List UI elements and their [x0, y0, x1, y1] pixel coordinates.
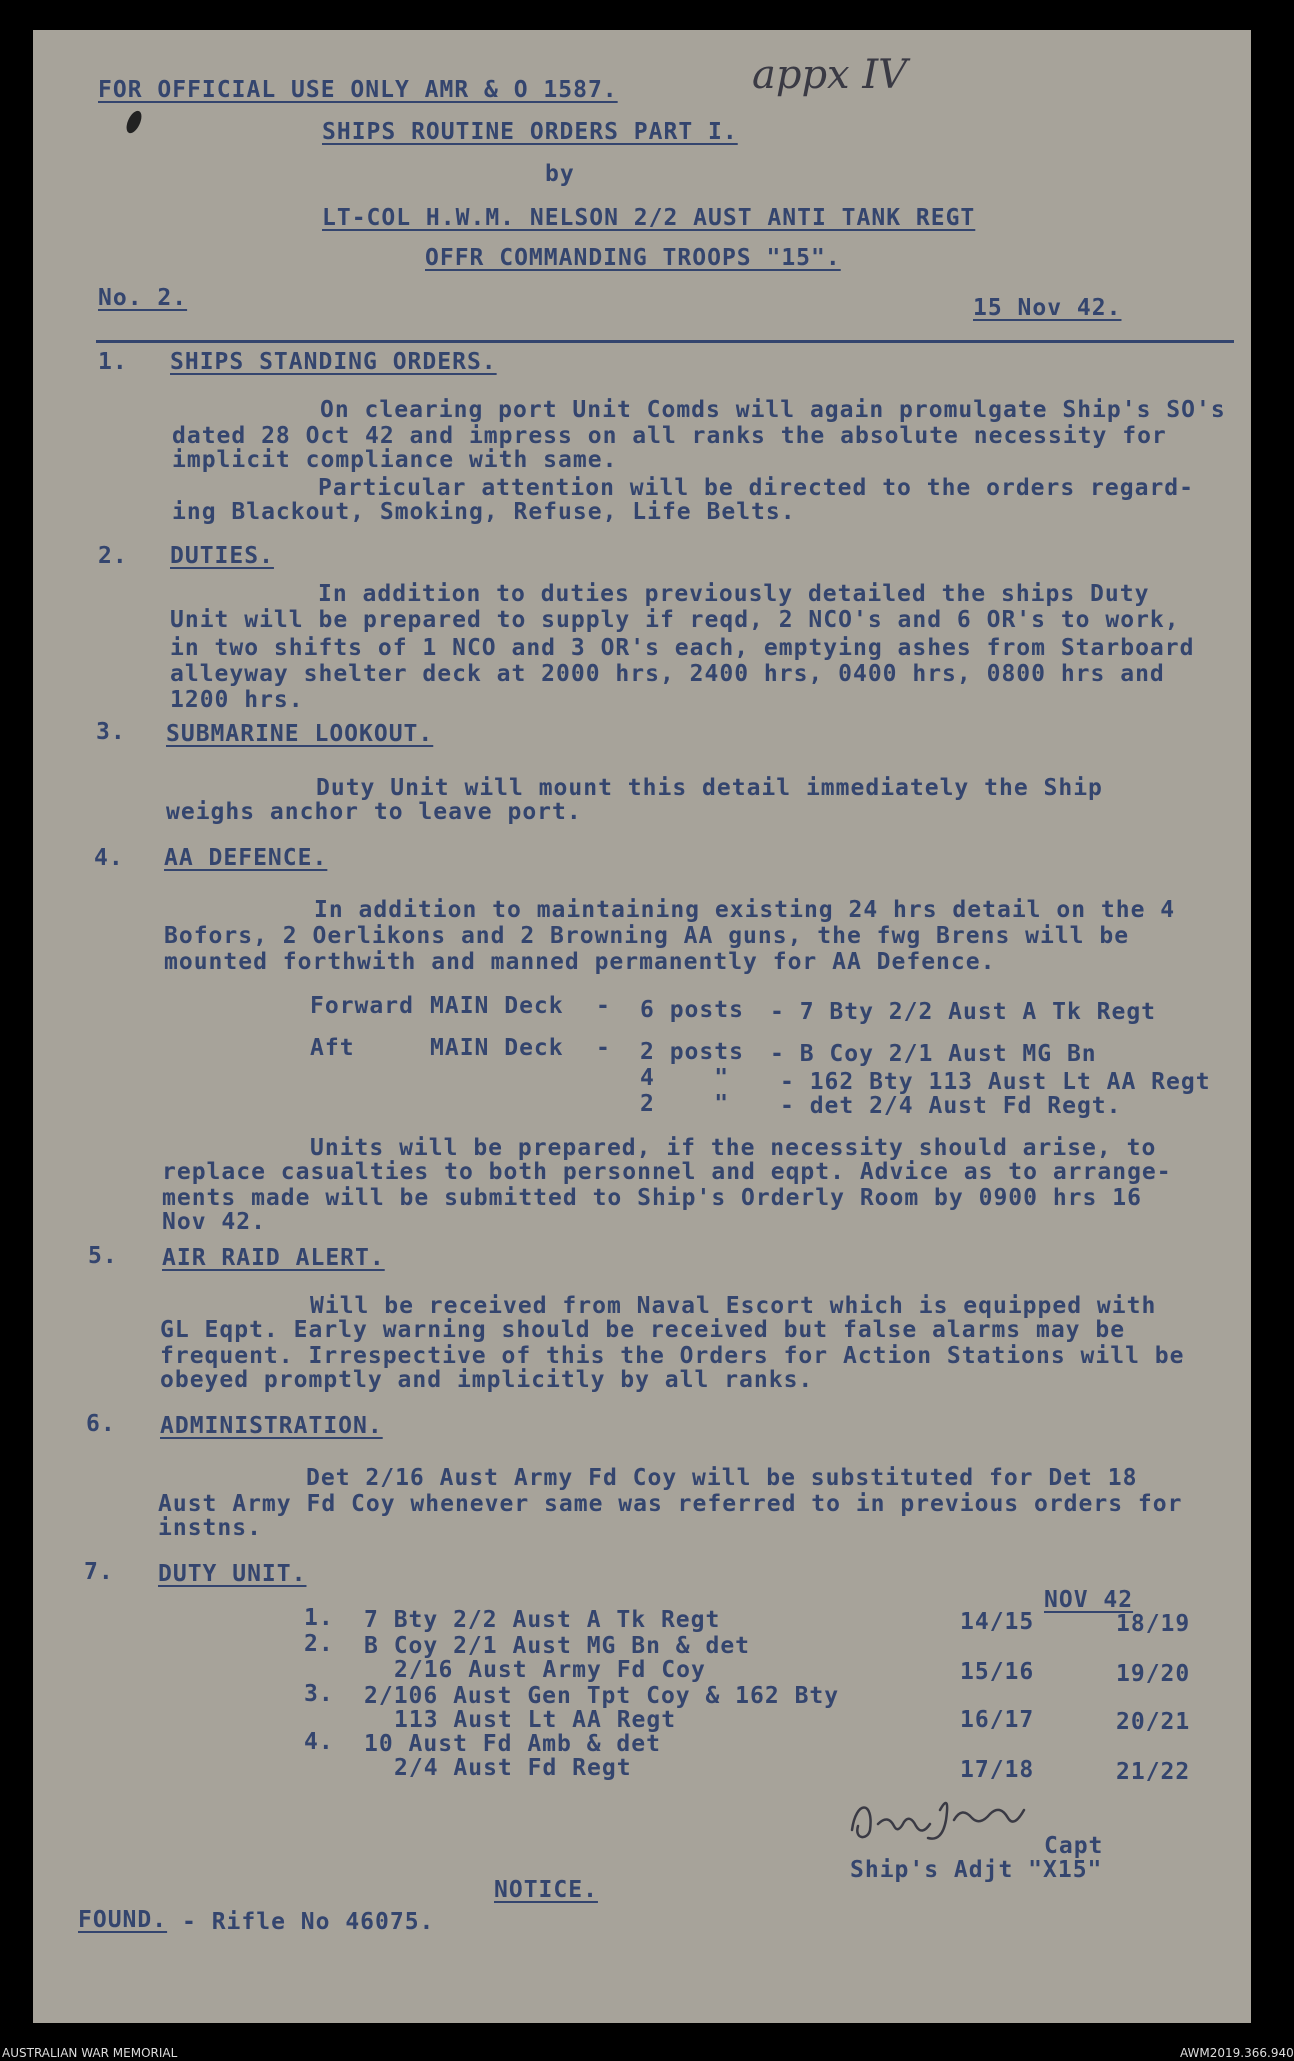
post-position: Aft	[310, 1035, 355, 1061]
month-header: NOV 42	[1044, 1587, 1134, 1613]
post-unit: - 162 Bty 113 Aust Lt AA Regt	[780, 1069, 1211, 1095]
body-line: On clearing port Unit Comds will again promulgate Ship's SO's	[320, 397, 1226, 423]
body-line: Particular attention will be directed to the orders regard-	[318, 475, 1194, 501]
body-line: weighs anchor to leave port.	[166, 799, 582, 825]
body-line: Aust Army Fd Coy whenever same was referred to in previous orders for	[158, 1491, 1183, 1517]
duty-row-date: 14/15	[960, 1609, 1035, 1635]
duty-row-unit: 113 Aust Lt AA Regt	[394, 1707, 677, 1733]
body-line: dated 28 Oct 42 and impress on all ranks the absolute necessity for	[172, 423, 1167, 449]
duty-row-unit: 2/16 Aust Army Fd Coy	[394, 1657, 706, 1683]
order-date: 15 Nov 42.	[973, 295, 1122, 321]
body-line: ments made will be submitted to Ship's Orderly Room by 0900 hrs 16	[162, 1185, 1142, 1211]
handwritten-annotation: appx IV	[752, 52, 908, 98]
duty-row-date: 20/21	[1116, 1709, 1191, 1735]
post-count: 6 posts	[640, 997, 744, 1023]
signature	[844, 1790, 1044, 1859]
body-line: mounted forthwith and manned permanently for AA Defence.	[164, 949, 996, 975]
body-line: Unit will be prepared to supply if reqd, 2 NCO's and 6 OR's to work,	[170, 607, 1180, 633]
body-line: Det 2/16 Aust Army Fd Coy will be substituted for Det 18	[306, 1465, 1138, 1491]
duty-row-date: 21/22	[1116, 1759, 1191, 1785]
duty-row-date: 15/16	[960, 1659, 1035, 1685]
officer-line: LT-COL H.W.M. NELSON 2/2 AUST ANTI TANK REGT	[322, 205, 976, 231]
order-number: No. 2.	[98, 285, 188, 311]
post-unit: - det 2/4 Aust Fd Regt.	[780, 1093, 1122, 1119]
body-line: Nov 42.	[162, 1209, 266, 1235]
duty-row-number: 4.	[304, 1729, 334, 1755]
header-rule	[96, 340, 1234, 343]
section-number: 3.	[96, 719, 126, 745]
footer-accession: AWM2019.366.940	[1180, 2046, 1294, 2060]
command-line: OFFR COMMANDING TROOPS "15".	[425, 245, 841, 271]
body-line: In addition to maintaining existing 24 hrs detail on the 4	[314, 897, 1176, 923]
section-number: 6.	[86, 1411, 116, 1437]
body-line: instns.	[158, 1515, 262, 1541]
found-label: FOUND.	[78, 1907, 168, 1933]
post-deck: MAIN Deck	[430, 1035, 564, 1061]
post-count: 2 posts	[640, 1039, 744, 1065]
section-number: 1.	[98, 349, 128, 375]
body-line: alleyway shelter deck at 2000 hrs, 2400 hrs, 0400 hrs, 0800 hrs and	[170, 661, 1165, 687]
section-number: 2.	[98, 543, 128, 569]
duty-row-number: 1.	[304, 1605, 334, 1631]
official-use-line: FOR OFFICIAL USE ONLY AMR & O 1587.	[98, 77, 618, 103]
duty-row-date: 18/19	[1116, 1611, 1191, 1637]
signature-scribble	[844, 1790, 1044, 1850]
duty-row-date: 19/20	[1116, 1661, 1191, 1687]
body-line: GL Eqpt. Early warning should be received but false alarms may be	[160, 1317, 1126, 1343]
section-number: 5.	[88, 1243, 118, 1269]
duty-row-unit: B Coy 2/1 Aust MG Bn & det	[364, 1633, 751, 1659]
duty-row-date: 17/18	[960, 1757, 1035, 1783]
post-deck: MAIN Deck	[430, 993, 564, 1019]
signature-title: Ship's Adjt "X15"	[850, 1857, 1103, 1883]
body-line: obeyed promptly and implicitly by all ranks.	[160, 1367, 814, 1393]
signature-rank: Capt	[1044, 1833, 1104, 1859]
body-line: frequent. Irrespective of this the Orders for Action Stations will be	[160, 1343, 1185, 1369]
body-line: Bofors, 2 Oerlikons and 2 Browning AA guns, the fwg Brens will be	[164, 923, 1130, 949]
notice-heading: NOTICE.	[494, 1877, 598, 1903]
section-heading: ADMINISTRATION.	[160, 1413, 383, 1439]
section-heading: SUBMARINE LOOKOUT.	[166, 721, 434, 747]
post-dash: -	[596, 1035, 611, 1061]
post-count: 4 "	[640, 1065, 730, 1091]
post-dash: -	[596, 993, 611, 1019]
document-title: SHIPS ROUTINE ORDERS PART I.	[322, 119, 738, 145]
body-line: replace casualties to both personnel and eqpt. Advice as to arrange-	[162, 1159, 1172, 1185]
section-heading: AA DEFENCE.	[164, 845, 328, 871]
body-line: In addition to duties previously detailed the ships Duty	[318, 581, 1150, 607]
section-heading: SHIPS STANDING ORDERS.	[170, 349, 497, 375]
section-heading: DUTY UNIT.	[158, 1561, 307, 1587]
post-unit: - B Coy 2/1 Aust MG Bn	[770, 1041, 1097, 1067]
footer-source: AUSTRALIAN WAR MEMORIAL	[2, 2046, 178, 2060]
body-line: Will be received from Naval Escort which is equipped with	[310, 1293, 1157, 1319]
body-line: Units will be prepared, if the necessity should arise, to	[310, 1135, 1157, 1161]
post-unit: - 7 Bty 2/2 Aust A Tk Regt	[770, 999, 1157, 1025]
body-line: implicit compliance with same.	[172, 447, 618, 473]
duty-row-unit: 2/106 Aust Gen Tpt Coy & 162 Bty	[364, 1683, 840, 1709]
duty-row-number: 3.	[304, 1681, 334, 1707]
by-line: by	[545, 161, 575, 187]
body-line: ing Blackout, Smoking, Refuse, Life Belts.	[172, 499, 796, 525]
duty-row-unit: 7 Bty 2/2 Aust A Tk Regt	[364, 1607, 721, 1633]
body-line: Duty Unit will mount this detail immediately the Ship	[316, 775, 1103, 801]
duty-row-unit: 10 Aust Fd Amb & det	[364, 1731, 661, 1757]
duty-row-number: 2.	[304, 1631, 334, 1657]
section-heading: AIR RAID ALERT.	[162, 1245, 385, 1271]
section-number: 4.	[94, 845, 124, 871]
body-line: in two shifts of 1 NCO and 3 OR's each, emptying ashes from Starboard	[170, 635, 1195, 661]
duty-row-unit: 2/4 Aust Fd Regt	[394, 1755, 632, 1781]
post-position: Forward	[310, 993, 414, 1019]
section-heading: DUTIES.	[170, 543, 274, 569]
section-number: 7.	[84, 1559, 114, 1585]
body-line: 1200 hrs.	[170, 687, 304, 713]
found-text: - Rifle No 46075.	[182, 1909, 435, 1935]
duty-row-date: 16/17	[960, 1707, 1035, 1733]
post-count: 2 "	[640, 1091, 730, 1117]
